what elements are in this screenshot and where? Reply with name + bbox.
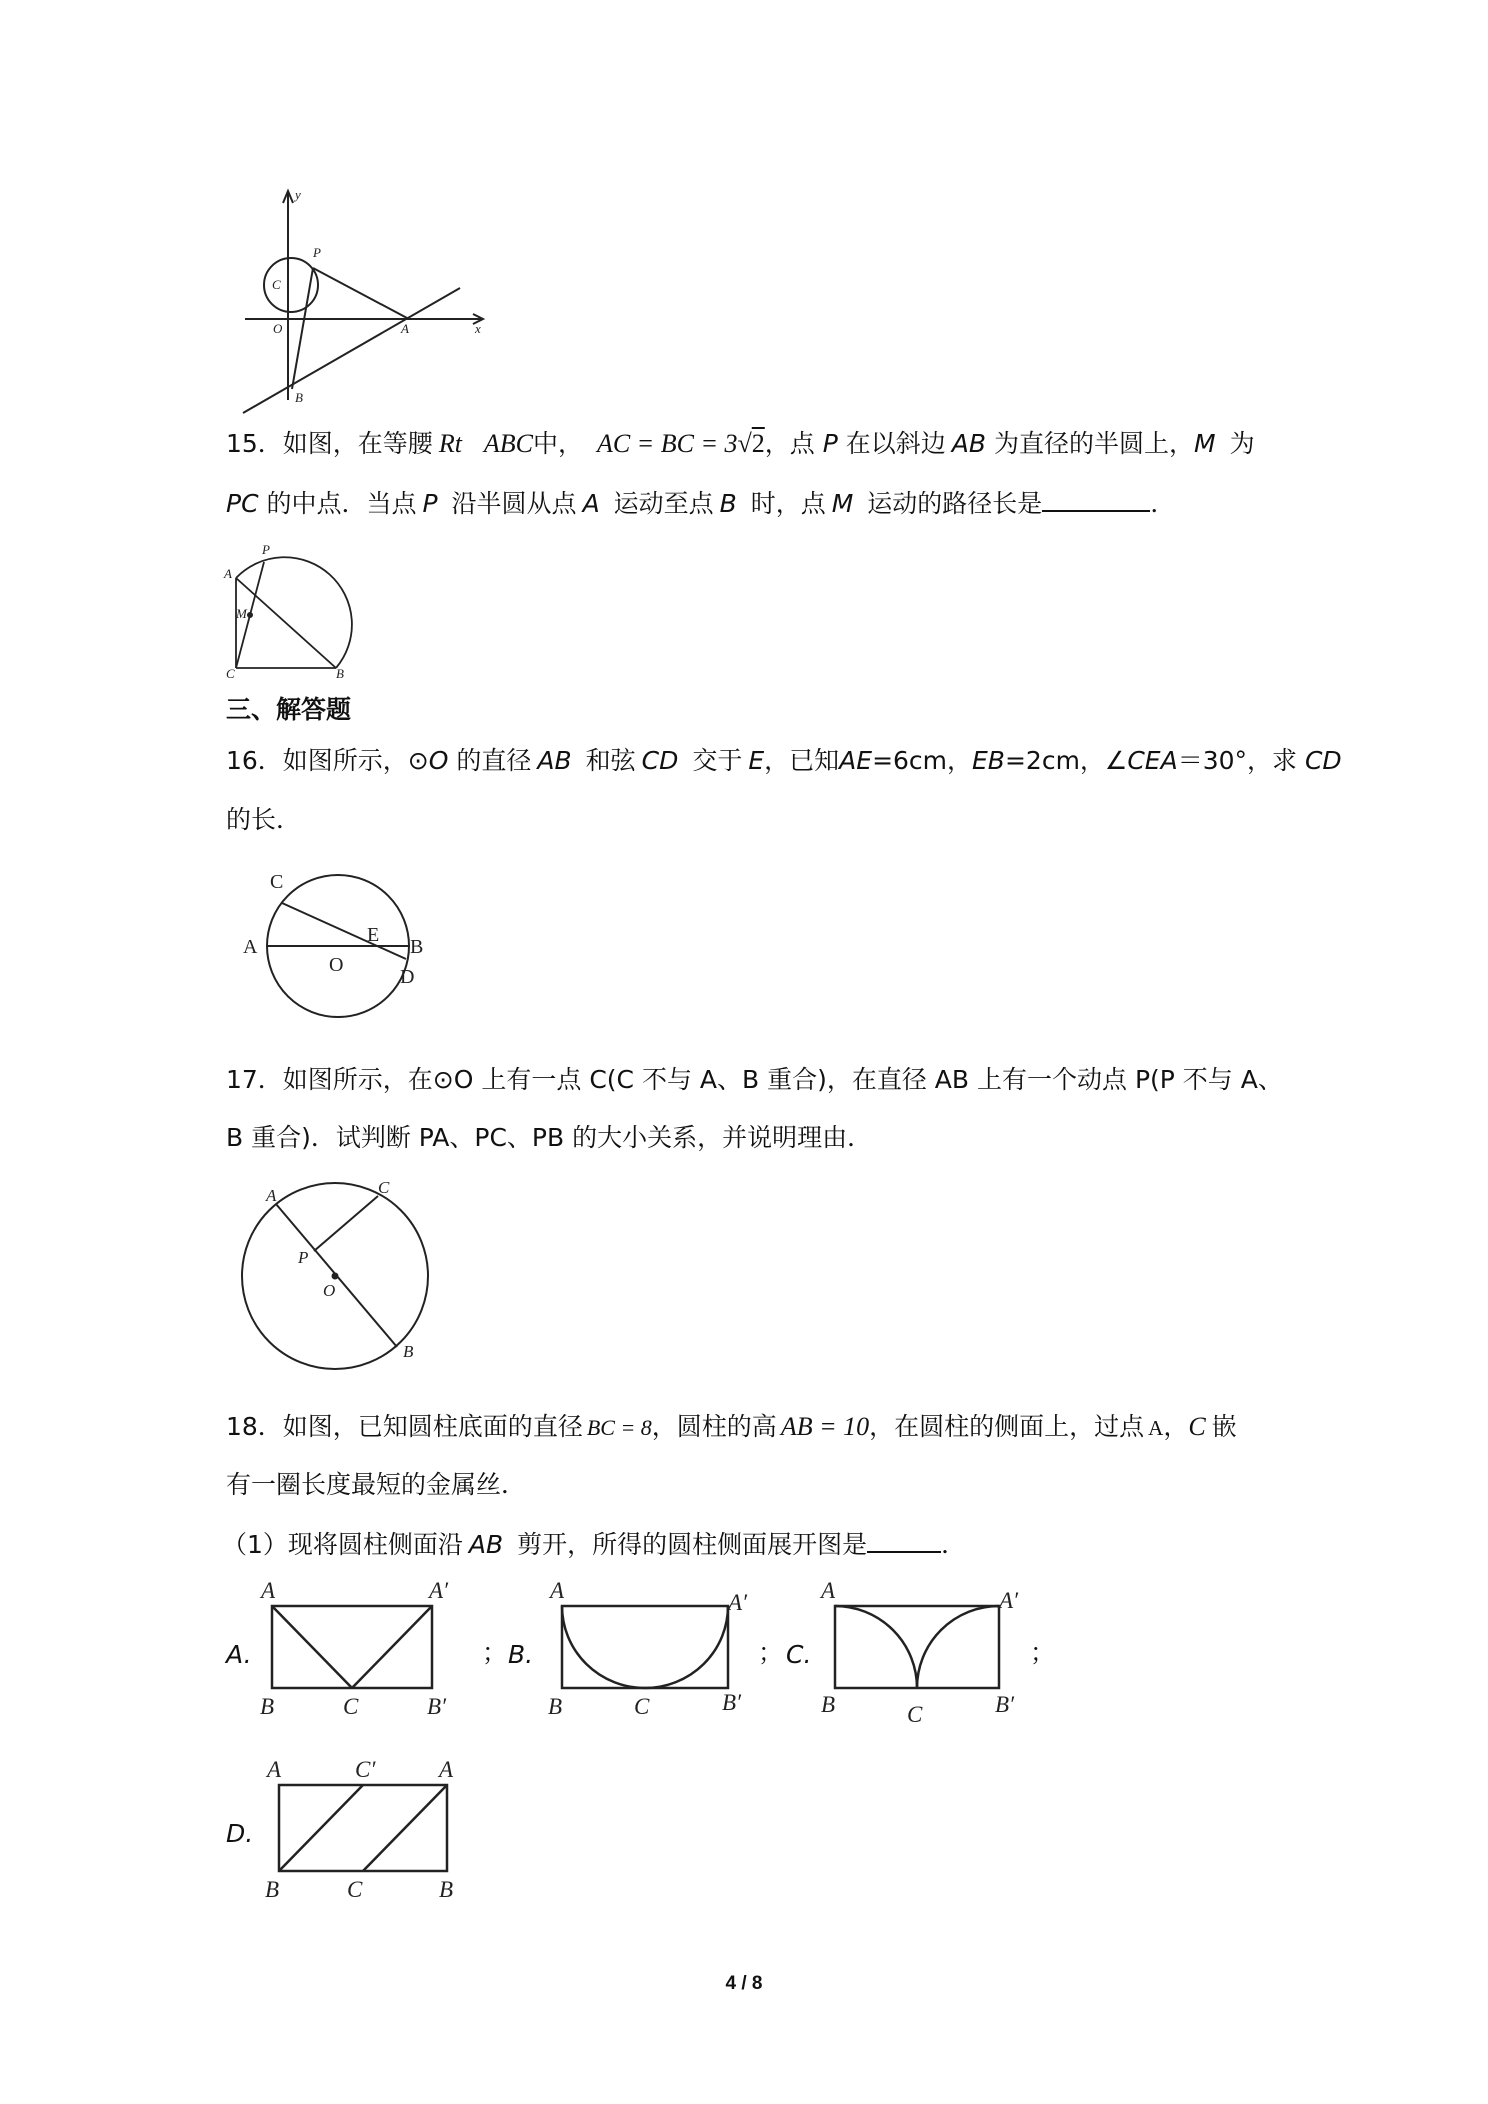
figure-17-circle-diagram (232, 1175, 442, 1375)
label-a-right: A (439, 1757, 454, 1782)
rectangle (562, 1606, 728, 1688)
option-a-label[interactable]: A. (226, 1640, 252, 1669)
label-a-left: A (267, 1757, 282, 1782)
option-a-figure[interactable] (255, 1578, 455, 1718)
option-c-label[interactable]: C. (786, 1640, 812, 1669)
option-d-label[interactable]: D. (226, 1819, 254, 1848)
side-ab (236, 578, 336, 668)
label-a-prime: A′ (728, 1590, 748, 1615)
label-x: x (475, 321, 481, 336)
label-a: A (550, 1578, 565, 1603)
option-c-figure[interactable] (815, 1578, 1019, 1728)
segment-bc-prime (279, 1785, 363, 1871)
label-c: C (907, 1702, 923, 1727)
label-c: C (634, 1694, 650, 1719)
label-o: O (329, 954, 344, 976)
rectangle (272, 1606, 432, 1688)
segment-ca (363, 1785, 447, 1871)
q18-line-2: 有一圈长度最短的金属丝． (226, 1470, 527, 1499)
label-a-prime: A′ (429, 1578, 449, 1603)
section-3-heading: 三、解答题 (226, 695, 352, 724)
segment-pb (292, 268, 313, 389)
q18-line-1: 18．如图，已知圆柱底面的直径 BC = 8，圆柱的高 AB = 10，在圆柱的侧面上，过点 A，C 嵌 (226, 1412, 1237, 1441)
label-o: O (273, 321, 283, 336)
label-m: M (236, 606, 247, 621)
figure-14-coordinate-diagram (235, 185, 495, 415)
q16-line-2: 的长． (226, 805, 302, 834)
segment-pc (314, 1196, 378, 1251)
figure-15-semicircle-diagram (222, 540, 372, 680)
figure-16-circle-chord-diagram (238, 862, 438, 1022)
label-p: P (313, 245, 321, 260)
center-point (332, 1273, 338, 1279)
label-b: B (410, 936, 424, 958)
label-b: B (548, 1694, 563, 1719)
label-a: A (821, 1578, 836, 1603)
option-b-figure[interactable] (540, 1578, 748, 1720)
semicircle-ab (236, 557, 352, 668)
label-c: C (272, 277, 281, 292)
label-a: A (266, 1186, 277, 1205)
option-b-label[interactable]: B. (508, 1640, 534, 1669)
left-arc (835, 1606, 917, 1688)
q15-line-1: 15．如图，在等腰 Rt ABC中， AC = BC = 3√2，点 P 在以斜边 AB 为直径的半圆上，M 为 (226, 429, 1255, 458)
label-b: B (821, 1692, 836, 1717)
label-b: B (295, 390, 303, 405)
label-c: C (347, 1877, 363, 1902)
label-b-prime: B′ (427, 1694, 447, 1719)
label-c: C (378, 1178, 390, 1197)
label-a-prime: A′ (999, 1588, 1019, 1613)
label-p: P (262, 542, 270, 557)
option-separator: ； (1030, 1638, 1056, 1667)
semicircle-arc (562, 1606, 728, 1688)
label-b-prime: B′ (995, 1692, 1015, 1717)
option-separator: ； (758, 1638, 784, 1667)
page-number: 4 / 8 (725, 1973, 763, 1994)
segment-ac (272, 1606, 352, 1688)
label-b-left: B (265, 1877, 280, 1902)
label-c: C (343, 1694, 359, 1719)
chord-cd (282, 903, 406, 959)
label-c-prime: C′ (355, 1757, 376, 1782)
label-p: P (298, 1248, 309, 1267)
label-o: O (323, 1281, 336, 1300)
q15-answer-blank[interactable] (1042, 486, 1150, 512)
label-a: A (401, 321, 409, 336)
label-c: C (226, 666, 235, 681)
label-e: E (367, 924, 380, 946)
label-b: B (260, 1694, 275, 1719)
point-m (248, 613, 253, 618)
label-b: B (336, 666, 344, 681)
segment-ca-prime (352, 1606, 432, 1688)
rectangle (279, 1785, 447, 1871)
q17-line-2: B 重合)．试判断 PA、PC、PB 的大小关系，并说明理由． (226, 1123, 873, 1152)
q16-line-1: 16．如图所示，⊙O 的直径 AB 和弦 CD 交于 E，已知AE=6cm，EB=2cm，∠CEA＝30°，求 CD (226, 746, 1342, 775)
q18-answer-blank[interactable] (867, 1527, 941, 1553)
q15-line-2: PC 的中点．当点 P 沿半圆从点 A 运动至点 B 时，点 M 运动的路径长是 ． (226, 486, 1175, 521)
q18-sub-1: （1）现将圆柱侧面沿 AB 剪开，所得的圆柱侧面展开图是 ． (222, 1527, 966, 1562)
label-y: y (295, 187, 301, 202)
label-b-right: B (439, 1877, 454, 1902)
segment-pa (313, 268, 407, 318)
label-d: D (400, 966, 415, 988)
label-a: A (243, 936, 258, 958)
label-b-prime: B′ (722, 1690, 742, 1715)
q17-line-1: 17．如图所示，在⊙O 上有一点 C(C 不与 A、B 重合)，在直径 AB 上有一个动点 P(P 不与 A、 (226, 1065, 1283, 1094)
right-arc (917, 1606, 999, 1688)
label-c: C (270, 871, 284, 893)
label-b: B (403, 1342, 414, 1361)
option-d-figure[interactable] (255, 1755, 475, 1905)
q15-equation: AC = BC = 3√2 (596, 429, 765, 458)
label-a: A (224, 566, 232, 581)
label-a: A (261, 1578, 276, 1603)
option-separator: ； (482, 1638, 508, 1667)
